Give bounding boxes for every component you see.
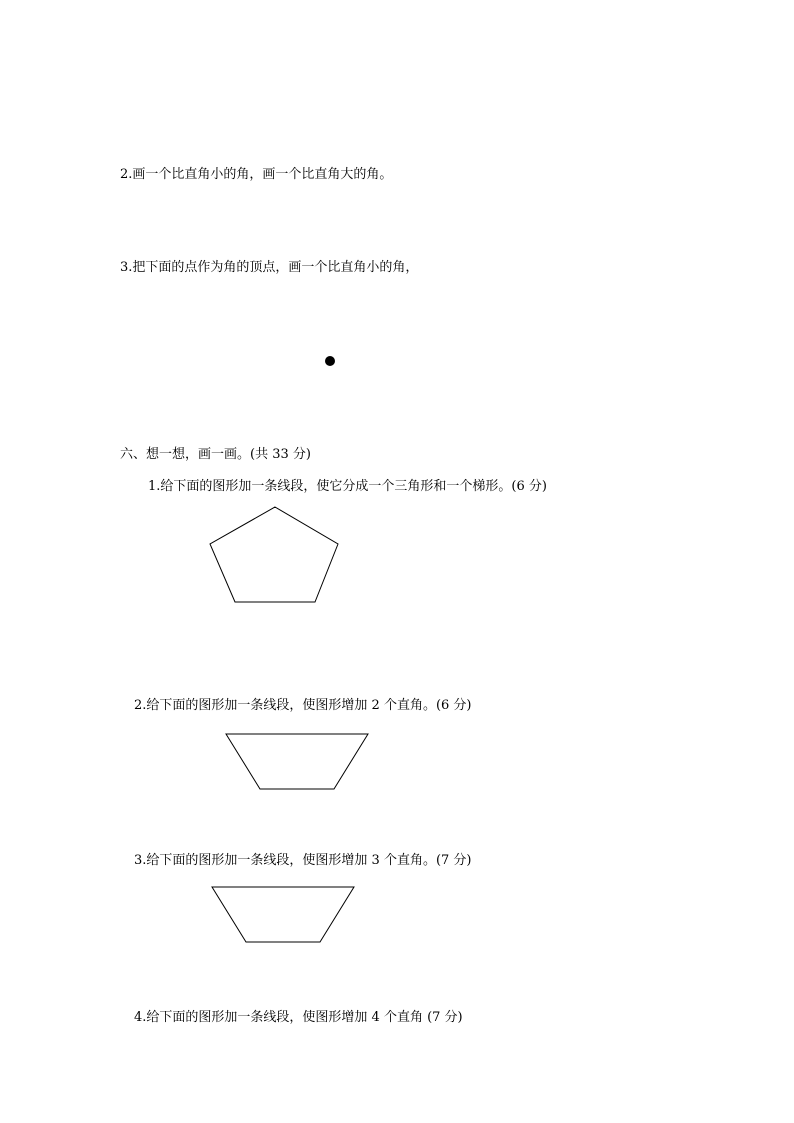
- section-6-question-4: 4.给下面的图形加一条线段，使图形增加 4 个直角 (7 分): [134, 1010, 463, 1025]
- question-2-draw-angles: 2.画一个比直角小的角，画一个比直角大的角。: [120, 167, 393, 182]
- question-3-vertex-angle: 3.把下面的点作为角的顶点，画一个比直角小的角，: [120, 260, 419, 275]
- section-6-heading: 六、想一想，画一画。(共 33 分): [120, 447, 311, 462]
- trapezoid-figure-1: [222, 730, 374, 794]
- trapezoid-figure-2: [208, 883, 360, 947]
- section-6-question-3: 3.给下面的图形加一条线段，使图形增加 3 个直角。(7 分): [134, 853, 472, 868]
- section-6-question-2: 2.给下面的图形加一条线段，使图形增加 2 个直角。(6 分): [134, 698, 472, 713]
- pentagon-figure: [205, 502, 345, 608]
- section-6-question-1: 1.给下面的图形加一条线段，使它分成一个三角形和一个梯形。(6 分): [148, 479, 547, 494]
- vertex-dot: [322, 353, 338, 369]
